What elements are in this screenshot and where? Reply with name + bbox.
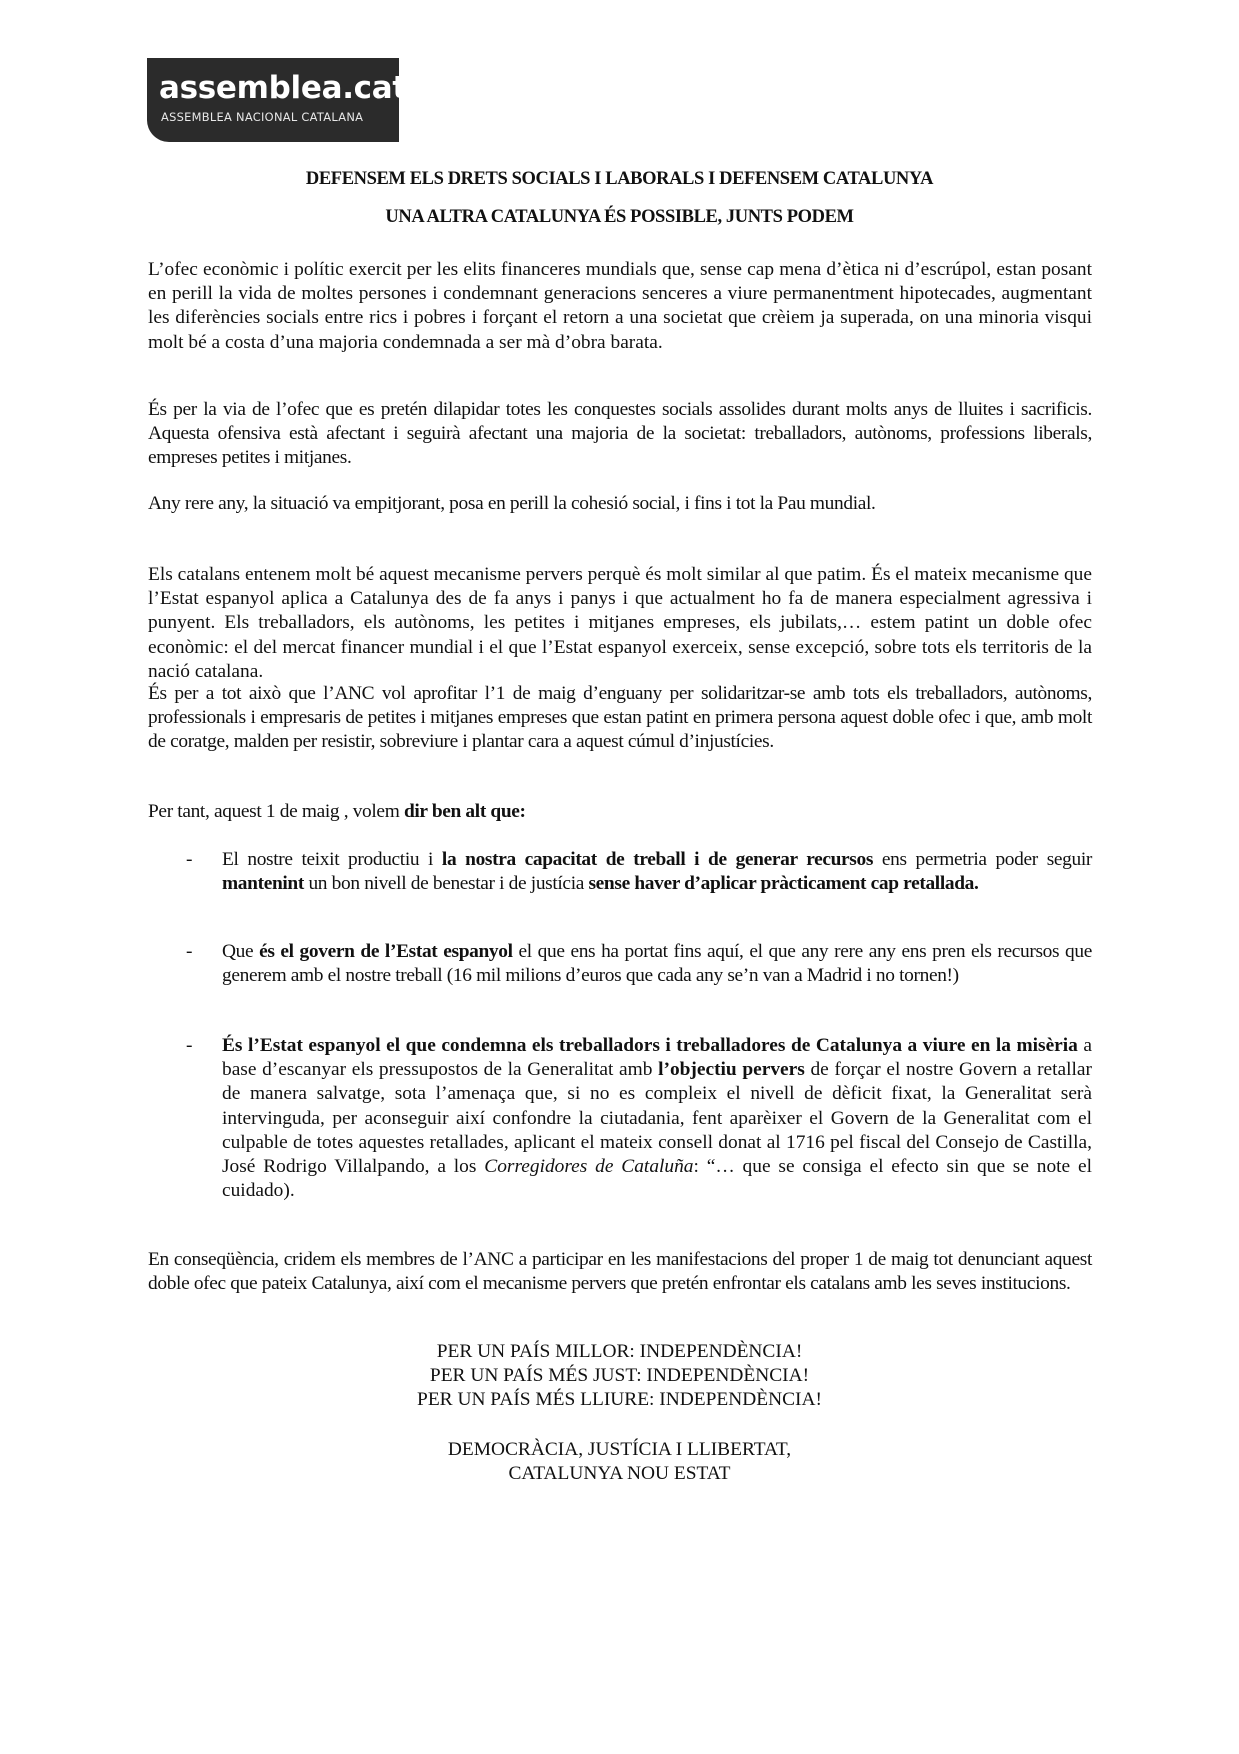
bullet-dash: - bbox=[186, 941, 193, 962]
bullet-dash: - bbox=[186, 849, 193, 870]
intro-list-bold: dir ben alt que: bbox=[403, 801, 526, 822]
paragraph-situation: Any rere any, la situació va empitjorant, posa en perill la cohesió social, i fins i tot la Pau mundial. bbox=[148, 493, 876, 514]
paragraph-social-conquests: És per la via de l’ofec que es pretén dilapidar totes les conquestes socials assolides durant molts anys de lluites i sacrificis. Aquesta ofensiva està afectant i seguirà afectant una majoria de la societat: treballadors, autònoms, professions liberals, empreses petites i mitjanes. bbox=[148, 399, 1092, 469]
slogans-block bbox=[0, 1340, 1239, 1412]
bullet-segment: de forçar el nostre Govern a retallar de manera salvatge, sota l’amenaça que, si no es compleix el nivell de dèficit fixat, la Generalitat serà intervinguda, per aconseguir així confondre la ciutadania, fent aparèixer el Govern de la Generalitat com el culpable de totes aquestes retallades, aplicant el mateix consell donat al 1716 pel fiscal del Consejo de Castilla, José Rodrigo Villalpando, a los bbox=[222, 1059, 1092, 1178]
paragraph-intro-list bbox=[148, 800, 1092, 824]
bullet-segment-bold: mantenint bbox=[222, 873, 304, 895]
bullet-segment-bold: l’objectiu pervers bbox=[658, 1059, 805, 1081]
bullet-segment: ens permetria poder seguir bbox=[873, 849, 1092, 870]
bullet-text bbox=[222, 940, 1092, 988]
closing-block bbox=[0, 1438, 1239, 1486]
bullet-segment: a base d’escanyar els pressupostos de la Generalitat amb bbox=[222, 1035, 1092, 1081]
bullet-text bbox=[222, 1034, 1092, 1203]
closing-line: DEMOCRÀCIA, JUSTÍCIA I LLIBERTAT, bbox=[447, 1439, 792, 1460]
closing-line: CATALUNYA NOU ESTAT bbox=[508, 1463, 731, 1484]
bullet-segment: Que bbox=[222, 941, 260, 962]
bullet-dash: - bbox=[186, 1035, 193, 1056]
assemblea-logo bbox=[147, 58, 407, 142]
paragraph-intro: L’ofec econòmic i polític exercit per les elits financeres mundials que, sense cap mena d’ètica ni d’escrúpol, estan posant en perill la vida de moltes persones i condemnant generacions senceres a viure permanentment hipotecades, augmentant les diferències socials entre rics i pobres i forçant el retorn a una societat que crèiem ja superada, on una minoria visqui molt bé a costa d’una majoria condemnada a ser mà d’obra barata. bbox=[148, 259, 1092, 353]
bullet-segment-bold: És l’Estat espanyol el que condemna els treballadors i treballadores de Catalunya a viure en la misèria bbox=[222, 1035, 1078, 1056]
bullet-segment: el que ens ha portat fins aquí, el que any rere any ens pren els recursos que generem amb el nostre treball (16 mil milions d’euros que cada any se’n van a Madrid i no tornen!) bbox=[222, 941, 1092, 987]
document-subtitle: UNA ALTRA CATALUNYA ÉS POSSIBLE, JUNTS PODEM bbox=[385, 207, 854, 227]
paragraph-mechanism: Els catalans entenem molt bé aquest mecanisme pervers perquè és molt similar al que patim. És el mateix mecanisme que l’Estat espanyol aplica a Catalunya des de fa anys i panys i que actualment ho fa de manera especialment agressiva i punyent. Els treballadors, els autònoms, les petites i mitjanes empreses, els jubilats,… estem patint un doble ofec econòmic: el del mercat financer mundial i el que l’Estat espanyol exerceix, sense excepció, sobre tots els territoris de la nació catalana. bbox=[148, 564, 1092, 682]
slogan-line: PER UN PAÍS MÉS LLIURE: INDEPENDÈNCIA! bbox=[417, 1389, 822, 1410]
bullet-segment-bold: la nostra capacitat de treball i de generar recursos bbox=[441, 849, 874, 870]
paragraph-conclusion: En conseqüència, cridem els membres de l’ANC a participar en les manifestacions del proper 1 de maig tot denunciant aquest doble ofec que pateix Catalunya, així com el mecanisme pervers que pretén enfrontar els catalans amb les seves institucions. bbox=[148, 1249, 1092, 1295]
slogan-line: PER UN PAÍS MILLOR: INDEPENDÈNCIA! bbox=[436, 1341, 803, 1362]
bullet-text bbox=[222, 848, 1092, 896]
bullet-segment: : “… que se consiga el efecto sin que se note el cuidado). bbox=[222, 1156, 1092, 1202]
document-title: DEFENSEM ELS DRETS SOCIALS I LABORALS I DEFENSEM CATALUNYA bbox=[305, 169, 934, 189]
slogan-line: PER UN PAÍS MÉS JUST: INDEPENDÈNCIA! bbox=[429, 1365, 810, 1386]
paragraph-anc-solidarity: És per a tot això que l’ANC vol aprofitar l’1 de maig d’enguany per solidaritzar-se amb tots els treballadors, autònoms, professionals i empresaris de petites i mitjanes empreses que estan patint en primera persona aquest doble ofec i que, amb molt de coratge, malden per resistir, sobreviure i plantar cara a aquest cúmul d’injustícies. bbox=[148, 683, 1092, 753]
bullet-segment: un bon nivell de benestar i de justícia bbox=[303, 873, 589, 895]
bullet-segment-bold: és el govern de l’Estat espanyol bbox=[259, 941, 513, 962]
bullet-segment-italic: Corregidores de Cataluña bbox=[484, 1156, 694, 1178]
intro-list-plain: Per tant, aquest 1 de maig , volem bbox=[148, 801, 404, 822]
logo-subtitle: ASSEMBLEA NACIONAL CATALANA bbox=[161, 110, 364, 124]
bullet-segment-bold: sense haver d’aplicar pràcticament cap retallada. bbox=[588, 873, 979, 895]
logo-title: assemblea.cat bbox=[159, 70, 407, 106]
bullet-segment: El nostre teixit productiu i bbox=[222, 849, 442, 870]
